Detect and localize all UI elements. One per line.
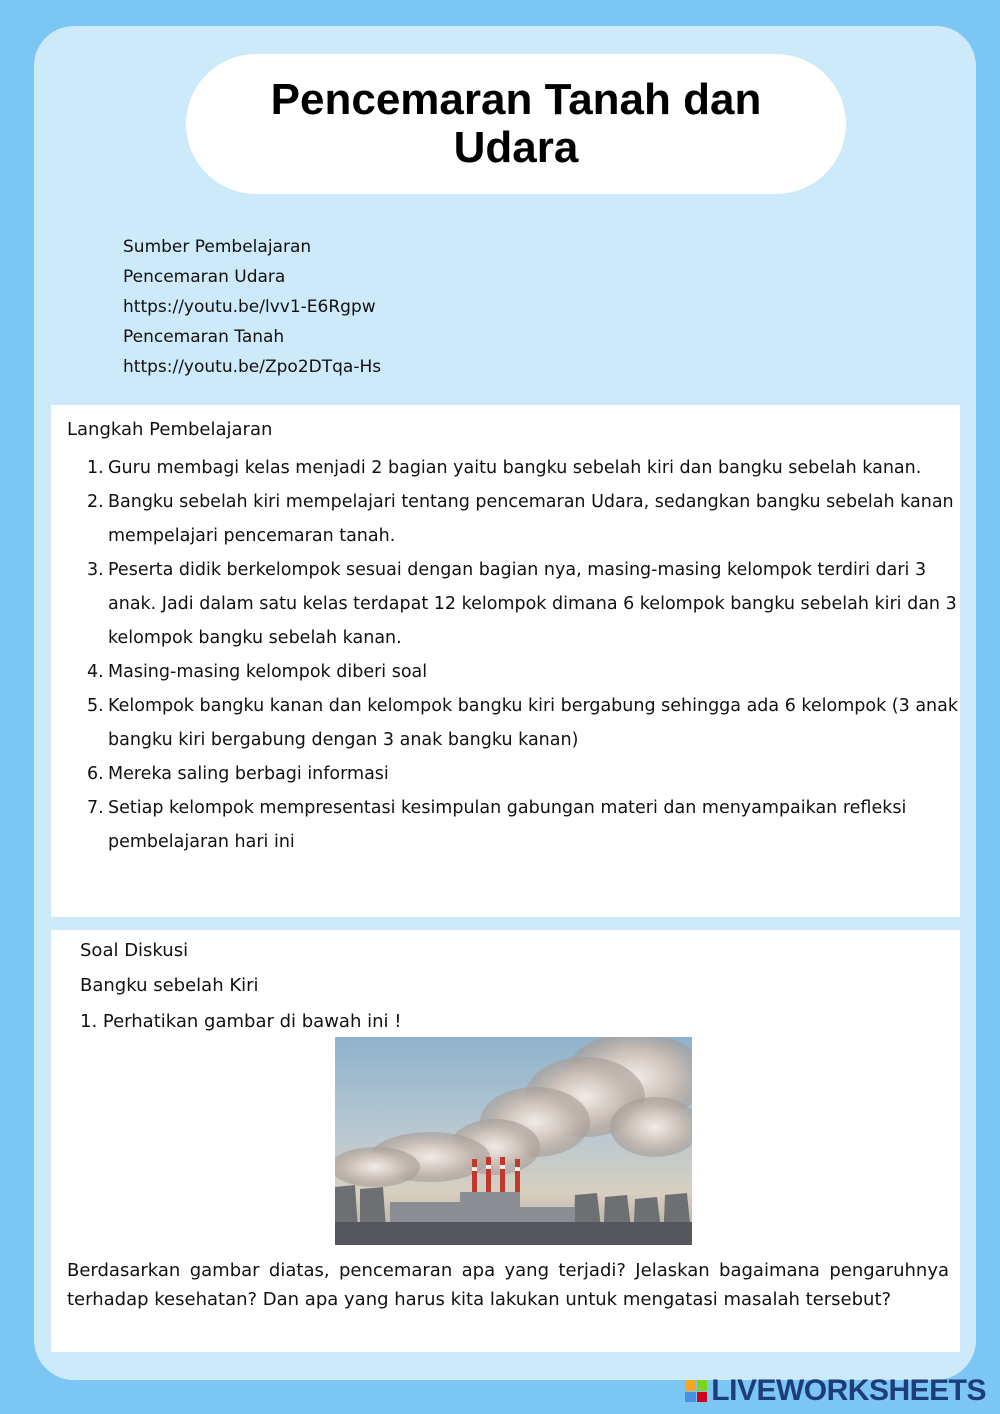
steps-list	[87, 451, 967, 859]
sources-heading: Sumber Pembelajaran	[123, 237, 312, 257]
brand-name: LIVEWORKSHEETS	[711, 1374, 986, 1407]
list-item: 2. Bangku sebelah kiri mempelajari tentang pencemaran Udara, sedangkan bangku sebelah kanan mempelajari pencemaran tanah.	[87, 492, 954, 546]
learning-sources	[123, 232, 723, 382]
liveworksheets-logo-icon	[685, 1380, 707, 1402]
page-title: Pencemaran Tanah dan Udara	[270, 75, 762, 172]
list-item: 7. Setiap kelompok mempresentasi kesimpulan gabungan materi dan menyampaikan refleksi pembelajaran hari ini	[87, 798, 907, 852]
quiz-group: Bangku sebelah Kiri	[80, 975, 259, 996]
list-item: 5. Kelompok bangku kanan dan kelompok bangku kiri bergabung sehingga ada 6 kelompok (3 anak bangku kiri bergabung dengan 3 anak bangku kanan)	[87, 696, 958, 750]
source-label: Pencemaran Udara	[123, 267, 286, 287]
factory-smoke-illustration	[335, 1037, 692, 1245]
source-link[interactable]: https://youtu.be/Zpo2DTqa-Hs	[123, 357, 382, 377]
source-link[interactable]: https://youtu.be/lvv1-E6Rgpw	[123, 297, 376, 317]
source-label: Pencemaran Tanah	[123, 327, 285, 347]
steps-heading: Langkah Pembelajaran	[67, 419, 273, 440]
title-banner	[186, 54, 846, 194]
list-item: 3. Peserta didik berkelompok sesuai dengan bagian nya, masing-masing kelompok terdiri dari 3 anak. Jadi dalam satu kelas terdapat 12 kelompok dimana 6 kelompok bangku sebelah kiri dan 3 kelompok bangku sebelah kanan.	[87, 560, 957, 648]
footer-logo[interactable]	[685, 1376, 986, 1406]
list-item: 4. Masing-masing kelompok diberi soal	[87, 662, 428, 682]
factory-smoke-photo	[335, 1037, 692, 1245]
quiz-instruction: 1. Perhatikan gambar di bawah ini !	[80, 1011, 402, 1032]
quiz-question: Berdasarkan gambar diatas, pencemaran apa yang terjadi? Jelaskan bagaimana pengaruhnya terhadap kesehatan? Dan apa yang harus kita lakukan untuk mengatasi masalah tersebut?	[67, 1260, 949, 1310]
list-item: 6. Mereka saling berbagi informasi	[87, 764, 389, 784]
quiz-heading: Soal Diskusi	[80, 940, 189, 961]
steps-panel	[51, 405, 960, 917]
list-item: 1. Guru membagi kelas menjadi 2 bagian yaitu bangku sebelah kiri dan bangku sebelah kanan.	[87, 458, 922, 478]
